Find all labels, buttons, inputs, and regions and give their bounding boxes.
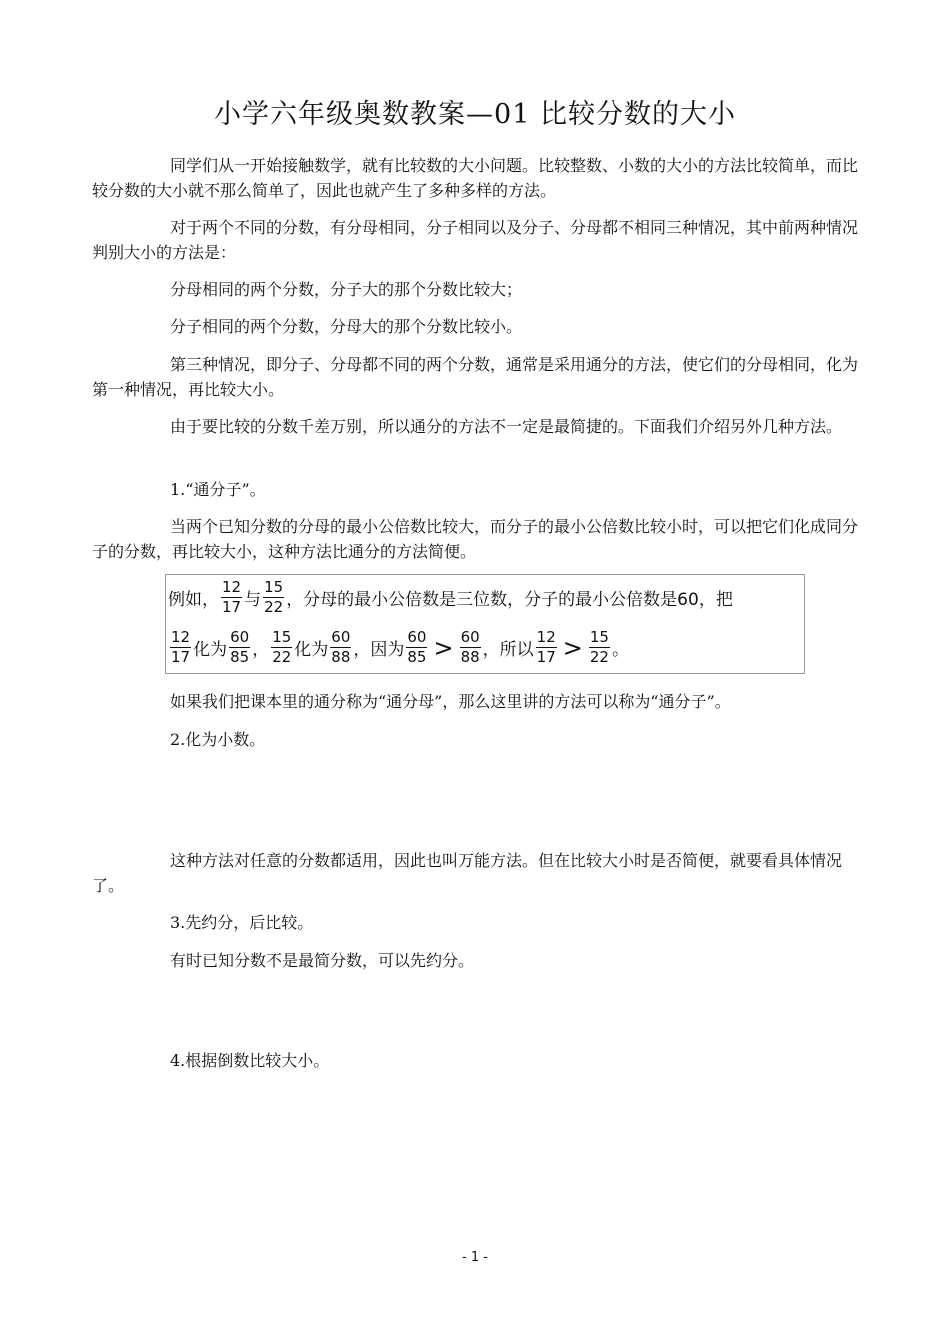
example-text: 化为 [193,640,228,660]
fraction-12-17: $\frac{12}{17}$ [171,628,191,666]
example-text: ，分母的最小公倍数是三位数，分子的最小公倍数是60，把 [286,590,733,610]
paragraph-common-numerator-note: 如果我们把课本里的通分称为“通分母”，那么这里讲的方法可以称为“通分子”。 [170,692,731,711]
document-title: 小学六年级奥数教案—01 比较分数的大小 [214,99,736,130]
rule-same-denominator: 分母相同的两个分数，分子大的那个分数比较大； [170,280,523,299]
example-text: 化为 [294,640,329,660]
greater-than-sign: > [562,633,583,662]
fraction-60-88: $\frac{60}{88}$ [331,628,351,666]
paragraph-other-methods: 由于要比较的分数千差万别，所以通分的方法不一定是最简捷的。下面我们介绍另外几种方法。 [170,417,843,436]
example-text: 与 [244,590,262,610]
example-text: 。 [611,640,629,660]
fraction-15-22: $\frac{15}{22}$ [589,628,609,666]
example-line-1 [168,579,733,616]
paragraph-method-1: 当两个已知分数的分母的最小公倍数比较大，而分子的最小公倍数比较小时，可以把它们化成同分子的分数，再比较大小，这种方法比通分的方法简便。 [92,517,859,561]
fraction-60-85: $\frac{60}{85}$ [230,628,250,666]
example-line-2 [168,629,629,666]
paragraph-three-cases: 对于两个不同的分数，有分母相同，分子相同以及分子、分母都不相同三种情况，其中前两种情况判别大小的方法是： [92,218,859,262]
heading-method-4: 4.根据倒数比较大小。 [170,1051,330,1070]
heading-method-1: 1.“通分子”。 [170,480,266,499]
paragraph-third-case: 第三种情况，即分子、分母都不同的两个分数，通常是采用通分的方法，使它们的分母相同，化为第一种情况，再比较大小。 [92,355,859,399]
heading-method-2: 2.化为小数。 [170,730,266,749]
heading-method-3: 3.先约分，后比较。 [170,913,314,932]
fraction-12-17: $\frac{12}{17}$ [536,628,556,666]
fraction-15-22: $\frac{15}{22}$ [264,578,284,616]
paragraph-method-2: 这种方法对任意的分数都适用，因此也叫万能方法。但在比较大小时是否简便，就要看具体情况了。 [92,851,843,895]
example-box [165,574,805,674]
fraction-60-85: $\frac{60}{85}$ [407,628,427,666]
greater-than-sign: > [433,633,454,662]
fraction-12-17: $\frac{12}{17}$ [222,578,242,616]
example-text: ，所以 [482,640,534,660]
example-text: 例如， [168,590,219,610]
rule-same-numerator: 分子相同的两个分数，分母大的那个分数比较小。 [170,317,523,336]
paragraph-intro: 同学们从一开始接触数学，就有比较数的大小问题。比较整数、小数的大小的方法比较简单，而比较分数的大小就不那么简单了，因此也就产生了多种多样的方法。 [92,156,859,200]
fraction-15-22: $\frac{15}{22}$ [272,628,292,666]
example-text: ，因为 [353,640,405,660]
example-text: ， [252,640,270,660]
paragraph-method-3: 有时已知分数不是最简分数，可以先约分。 [170,951,475,970]
fraction-60-88: $\frac{60}{88}$ [460,628,480,666]
page-number: - 1 - [462,1250,488,1265]
